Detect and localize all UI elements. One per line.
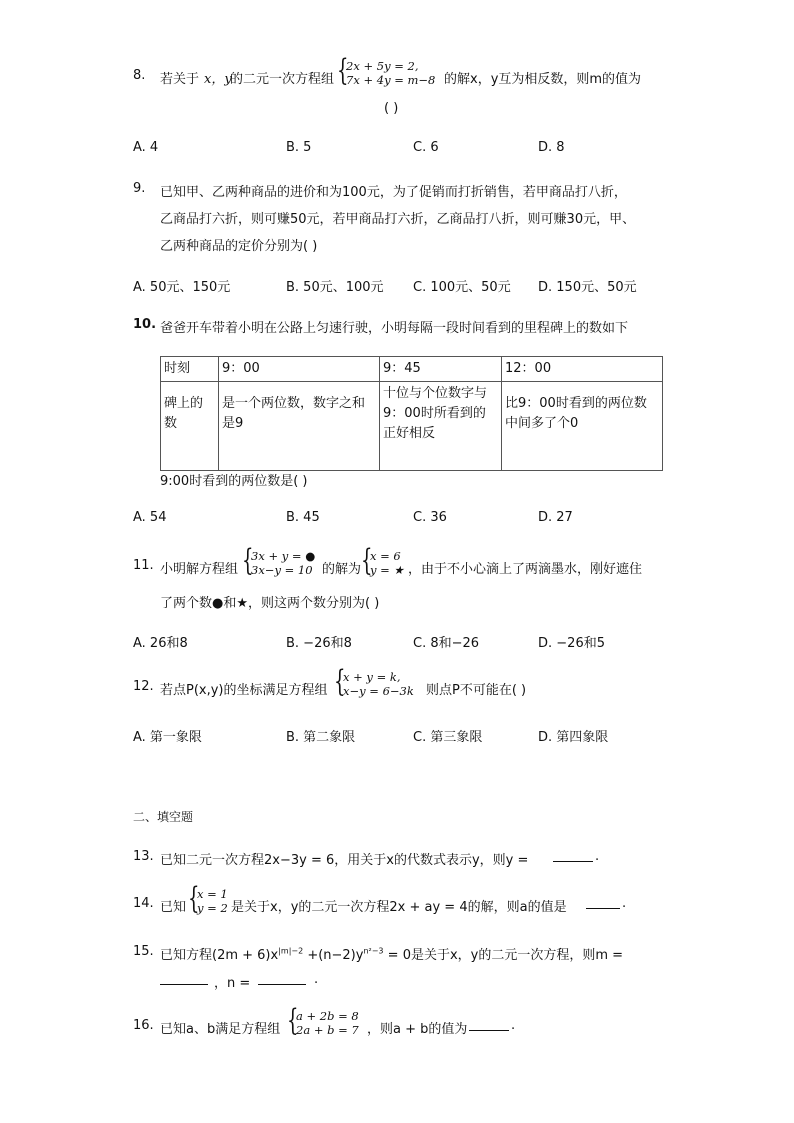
question-end: .: [595, 849, 600, 864]
brace-icon: {: [337, 53, 349, 88]
question-text-suffix: ，则a + b的值为: [367, 1022, 468, 1037]
equation-text: +(n−2)y: [303, 948, 364, 963]
question-text-part-1: [160, 944, 623, 963]
question-text-mid: 的二元一次方程组: [230, 72, 335, 87]
answer-blank-m: [160, 972, 208, 985]
answer-paren: ( ): [384, 101, 399, 116]
option-a: A. 第一象限: [133, 730, 202, 745]
table-header-cell: 时刻: [161, 357, 219, 382]
equation-line-2: 2a + b = 7: [296, 1023, 359, 1037]
option-b: B. −26和8: [286, 636, 352, 651]
table-row: [161, 357, 663, 382]
equation-line-1: a + 2b = 8: [296, 1009, 359, 1023]
table-header-cell: 9：00: [219, 357, 380, 382]
question-vars: x，y: [204, 72, 232, 87]
option-b: B. 50元、100元: [286, 280, 384, 295]
answer-blank-n: [258, 972, 306, 985]
question-number: 15.: [133, 944, 154, 959]
equation-text: 已知方程(2m + 6)x: [160, 948, 279, 963]
question-number: 16.: [133, 1018, 154, 1033]
question-end: .: [511, 1018, 516, 1033]
brace-icon: {: [242, 543, 254, 578]
equation-line-2: 3x−y = 10: [251, 563, 313, 577]
question-text-mid: 的解为: [322, 562, 362, 577]
question-text-suffix: 的解x，y互为相反数，则m的值为: [444, 72, 642, 87]
option-b: B. 5: [286, 140, 312, 155]
question-text-mid: ，n =: [214, 976, 251, 991]
question-number: 14.: [133, 896, 154, 911]
question-number: 10.: [133, 317, 157, 332]
option-d: D. 27: [538, 510, 573, 525]
option-c: C. 36: [413, 510, 447, 525]
option-a: A. 50元、150元: [133, 280, 231, 295]
question-text-prefix: 已知a、b满足方程组: [160, 1022, 281, 1037]
brace-icon: {: [361, 543, 373, 578]
option-a: A. 26和8: [133, 636, 188, 651]
exponent-2: n²−3: [363, 946, 384, 956]
exponent-1: |m|−2: [278, 946, 304, 956]
equation-line-2: 7x + 4y = m−8: [346, 73, 436, 87]
equation-line-2: x−y = 6−3k: [343, 684, 414, 698]
brace-icon: {: [287, 1003, 299, 1038]
equation-line-2: y = 2: [197, 901, 228, 915]
table-header-cell: 9：45: [380, 357, 502, 382]
option-b: B. 第二象限: [286, 730, 356, 745]
option-c: C. 8和−26: [413, 636, 480, 651]
option-c: C. 6: [413, 140, 439, 155]
question-text-prefix: 若关于: [160, 72, 200, 87]
question-text-line-2: 了两个数●和★，则这两个数分别为( ): [160, 596, 380, 611]
question-text-line-2: 乙商品打六折，则可赚50元，若甲商品打六折，乙商品打八折，则可赚30元，甲、: [160, 212, 636, 227]
question-text-after: 9:00时看到的两位数是( ): [160, 474, 308, 489]
option-a: A. 54: [133, 510, 167, 525]
question-text-suffix: 是关于x，y的二元一次方程2x + ay = 4的解，则a的值是: [231, 900, 567, 915]
table-row: [161, 382, 663, 471]
question-text-prefix: 已知: [160, 900, 187, 915]
question-end: .: [314, 972, 319, 987]
option-d: D. 8: [538, 140, 565, 155]
question-text: 已知二元一次方程2x−3y = 6，用关于x的代数式表示y，则y =: [160, 853, 529, 868]
option-d: D. 150元、50元: [538, 280, 637, 295]
question-text-suffix: 则点P不可能在( ): [426, 683, 527, 698]
question-number: 11.: [133, 558, 154, 573]
table-cell: 十位与个位数字与9：00时所看到的正好相反: [380, 382, 502, 471]
answer-blank: [553, 849, 593, 862]
answer-blank: [469, 1018, 509, 1031]
brace-icon: {: [334, 664, 346, 699]
question-text-line-1: 已知甲、乙两种商品的进价和为100元，为了促销而打折销售，若甲商品打八折，: [160, 185, 627, 200]
question-text: 爸爸开车带着小明在公路上匀速行驶，小明每隔一段时间看到的里程碑上的数如下: [160, 321, 629, 336]
question-text-suffix: ，由于不小心滴上了两滴墨水，刚好遮住: [408, 562, 643, 577]
section-heading: 二、填空题: [133, 810, 194, 824]
solution-line-1: x = 6: [370, 549, 401, 563]
option-b: B. 45: [286, 510, 320, 525]
question-number: 9.: [133, 181, 146, 196]
question-number: 12.: [133, 679, 154, 694]
equation-text: = 0是关于x，y的二元一次方程，则m =: [383, 948, 624, 963]
question-text-prefix: 小明解方程组: [160, 562, 239, 577]
question-number: 8.: [133, 68, 146, 83]
table-header-cell: 12：00: [502, 357, 663, 382]
question-end: .: [622, 896, 627, 911]
milestone-table: [160, 356, 663, 471]
equation-line-1: 2x + 5y = 2,: [346, 59, 419, 73]
question-text-prefix: 若点P(x,y)的坐标满足方程组: [160, 683, 328, 698]
table-cell: 碑上的数: [161, 382, 219, 471]
brace-icon: {: [188, 881, 200, 916]
question-number: 13.: [133, 849, 154, 864]
option-c: C. 100元、50元: [413, 280, 511, 295]
option-d: D. 第四象限: [538, 730, 609, 745]
equation-line-1: 3x + y = ●: [251, 549, 316, 563]
option-a: A. 4: [133, 140, 159, 155]
equation-line-1: x + y = k,: [343, 670, 401, 684]
equation-line-1: x = 1: [197, 887, 228, 901]
table-cell: 是一个两位数，数字之和是9: [219, 382, 380, 471]
answer-blank: [586, 896, 620, 909]
option-d: D. −26和5: [538, 636, 605, 651]
question-text-line-3: 乙两种商品的定价分别为( ): [160, 239, 318, 254]
solution-line-2: y = ★: [370, 563, 404, 577]
table-cell: 比9：00时看到的两位数中间多了个0: [502, 382, 663, 471]
option-c: C. 第三象限: [413, 730, 483, 745]
